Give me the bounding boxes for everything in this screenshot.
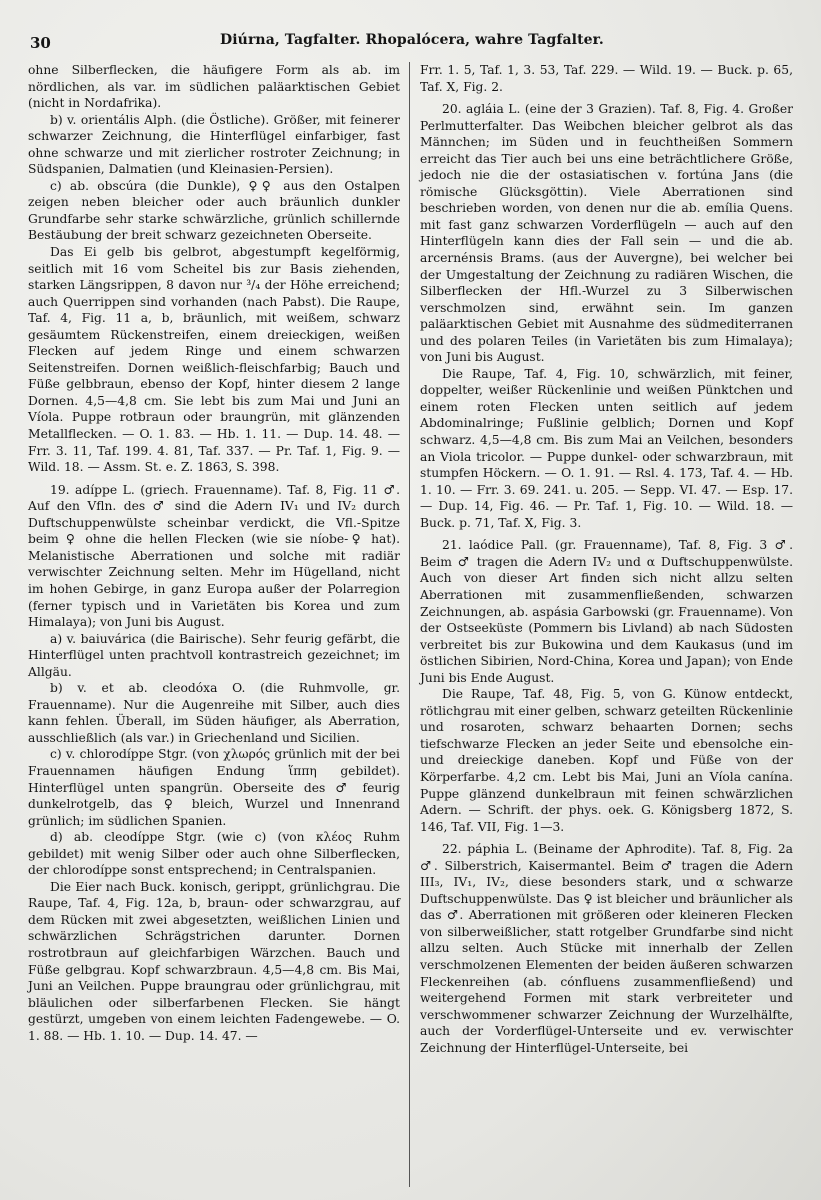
paragraph: ohne Silberflecken, die häufigere Form als ab. im nördlichen, als var. im südlichen paläarktischen Gebiet (nicht in Nordafrika). bbox=[28, 63, 400, 111]
page-header bbox=[30, 30, 791, 54]
running-title: Diúrna, Tagfalter. Rhopalócera, wahre Tagfalter. bbox=[220, 32, 604, 48]
species-entry-aglaia: 20. agláia L. (eine der 3 Grazien). Taf. 8, Fig. 4. Großer Perlmutterfalter. Das Weibchen bleicher gelbrot als das Männchen; im Süden und in feuchtheißen Sommern erreicht das Tier auch bei uns eine beträchtlichere Größe, jedoch nie die der ostasiatischen v. fortúna Jans (die römische Glücksgöttin). Viele Aberrationen sind beschrieben worden, von denen nur die ab. emília Quens. mit fast ganz schwarzen Vorderflügeln — auch auf den Hinterflügeln kann dies der Fall sein — und die ab. arcernénsis Brams. (aus der Auvergne), bei welcher bei der Umgestaltung der Zeichnung zu radiären Wischen, die Silberflecken der Hfl.-Wurzel zu 3 Silberwischen verschmolzen sind, erwähnt sein. Im ganzen paläarktischen Gebiet mit Ausnahme des südmediterranen und des polaren Teiles (in Varietäten bis zum Himalaya); von Juni bis August. bbox=[420, 102, 793, 365]
paragraph: b) v. orientális Alph. (die Östliche). Größer, mit feinerer schwarzer Zeichnung, die Hinterflügel einfarbiger, fast ohne schwarze und mit zierlicher rostroter Zeichnung; in Südspanien, Dalmatien (und Kleinasien-Persien). bbox=[28, 112, 400, 177]
paragraph: Die Eier nach Buck. konisch, gerippt, grünlichgrau. Die Raupe, Taf. 4, Fig. 12a, b, braun- oder schwarzgrau, auf dem Rücken mit zwei abgesetzten, weißlichen Linien und schwärzlichen Schrägstrichen darunter. Dornen rostrotbraun auf gleichfarbigen Wärzchen. Bauch und Füße gelbgrau. Kopf schwarzbraun. 4,5—4,8 cm. Bis Mai, Juni an Veilchen. Puppe braungrau oder grünlichgrau, mit bläulichen oder silberfarbenen Flecken. Sie hängt gestürzt, umgeben von einem leichten Fadengewebe. — O. 1. 88. — Hb. 1. 10. — Dup. 14. 47. — bbox=[28, 879, 400, 1043]
paragraph: c) v. chlorodíppe Stgr. (von χλωρός grünlich mit der bei Frauennamen häufigen Endung ἵππη gebildet). Hinterflügel unten spangrün. Oberseite des ♂ feurig dunkelrotgelb, das ♀ bleich, Wurzel und Innenrand grünlich; im südlichen Spanien. bbox=[28, 747, 400, 828]
paragraph: Die Raupe, Taf. 48, Fig. 5, von G. Künow entdeckt, rötlichgrau mit einer gelben, schwarz geteilten Rückenlinie und rosaroten, schwarz behaarten Dornen; sechs tiefschwarze Flecken an jeder Seite und ebensolche ein- und dreieckige daneben. Kopf und Füße von der Körperfarbe. 4,2 cm. Lebt bis Mai, Juni an Víola canína. Puppe glänzend dunkelbraun mit feinen schwärzlichen Adern. — Schrift. der phys. oek. G. Königsberg 1872, S. 146, Taf. VII, Fig. 1—3. bbox=[420, 687, 793, 834]
paragraph: Die Raupe, Taf. 4, Fig. 10, schwärzlich, mit feiner, doppelter, weißer Rückenlinie und weißen Pünktchen und einem roten Flecken unten seitlich auf jedem Abdominalringe; Fußlinie gelblich; Dornen und Kopf schwarz. 4,5—4,8 cm. Bis zum Mai an Veilchen, besonders an Viola tricolor. — Puppe dunkel- oder schwarzbraun, mit stumpfen Höckern. — O. 1. 91. — Rsl. 4. 173, Taf. 4. — Hb. 1. 10. — Frr. 3. 69. 241. u. 205. — Sepp. VI. 47. — Esp. 17. — Dup. 14, Fig. 46. — Pr. Taf. 1, Fig. 10. — Wild. 18. — Buck. p. 71, Taf. X, Fig. 3. bbox=[420, 366, 793, 530]
species-entry-laodice: 21. laódice Pall. (gr. Frauenname), Taf. 8, Fig. 3 ♂. Beim ♂ tragen die Adern IV₂ und α Duftschuppenwülste. Auch von dieser Art finden sich nicht allzu selten Aberrationen mit zusammenfließenden, schwarzen Zeichnungen, ab. aspásia Garbowski (gr. Frauenname). Von der Ostseeküste (Pommern bis Livland) ab nach Südosten verbreitet bis zur Bukowina und dem Kaukasus (und im östlichen Sibirien, Nord-China, Korea und Japan); von Ende Juni bis Ende August. bbox=[420, 538, 793, 685]
paragraph: Das Ei gelb bis gelbrot, abgestumpft kegelförmig, seitlich mit 16 vom Scheitel bis zur Basis ziehenden, starken Längsrippen, 8 davon nur ³/₄ der Höhe erreichend; auch Querrippen sind vorhanden (nach Pabst). Die Raupe, Taf. 4, Fig. 11 a, b, bräunlich, mit weißem, schwarz gesäumtem Rückenstreifen, einem dreieckigen, weißen Flecken auf jedem Ringe und einem schwarzen Seitenstreifen. Dornen weißlich-fleischfarbig; Bauch und Füße gelbbraun, ebenso der Kopf, hinter diesem 2 lange Dornen. 4,5—4,8 cm. Sie lebt bis zum Mai und Juni an Víola. Puppe rotbraun oder braungrün, mit glänzenden Metallflecken. — O. 1. 83. — Hb. 1. 11. — Dup. 14. 48. — Frr. 3. 11, Taf. 199. 4. 81, Taf. 337. — Pr. Taf. 1, Fig. 9. — Wild. 18. — Assm. St. e. Z. 1863, S. 398. bbox=[28, 245, 400, 475]
paragraph: a) v. baiuvárica (die Bairische). Sehr feurig gefärbt, die Hinterflügel unten prachtvoll kontrastreich gezeichnet; im Allgäu. bbox=[28, 631, 400, 679]
paragraph: b) v. et ab. cleodóxa O. (die Ruhmvolle, gr. Frauenname). Nur die Augenreihe mit Silber, auch dies kann fehlen. Überall, im Süden häufiger, als Aberration, ausschließlich (als var.) in Griechenland und Sicilien. bbox=[28, 681, 400, 745]
left-column bbox=[28, 62, 400, 1044]
species-entry-paphia: 22. páphia L. (Beiname der Aphrodite). Taf. 8, Fig. 2a ♂. Silberstrich, Kaisermantel. Beim ♂ tragen die Adern III₃, IV₁, IV₂, diese besonders stark, und α schwarze Duftschuppenwülste. Das ♀ ist bleicher und bräunlicher als das ♂. Aberrationen mit größeren oder kleineren Flecken von silberweißlicher, statt rotgelber Grundfarbe sind nicht allzu selten. Auch Stücke mit innerhalb der Zellen verschmolzenen Elementen der beiden äußeren schwarzen Fleckenreihen (ab. cónfluens zusammenfließend) und weitergehend Formen mit stark verbreiteter und verschwommener schwarzer Zeichnung der Wurzelhälfte, auch der Vorderflügel-Unterseite und ev. verwischter Zeichnung der Hinterflügel-Unterseite, bei bbox=[420, 842, 793, 1055]
paragraph: d) ab. cleodíppe Stgr. (wie c) (von κλέος Ruhm gebildet) mit wenig Silber oder auch ohne Silberflecken, der chlorodíppe sonst entsprechend; in Centralspanien. bbox=[28, 830, 400, 878]
paragraph: Frr. 1. 5, Taf. 1, 3. 53, Taf. 229. — Wild. 19. — Buck. p. 65, Taf. X, Fig. 2. bbox=[420, 63, 793, 94]
species-entry-adippe: 19. adíppe L. (griech. Frauenname). Taf. 8, Fig. 11 ♂. Auf den Vfln. des ♂ sind die Adern IV₁ und IV₂ durch Duftschuppenwülste scheinbar verdickt, die Vfl.-Spitze beim ♀ ohne die hellen Flecken (wie sie níobe-♀ hat). Melanistische Aberrationen und solche mit radiär verwischter Zeichnung selten. Mehr im Hügelland, nicht im hohen Gebirge, in ganz Europa außer der Polarregion (ferner typisch und in Varietäten bis Korea und zum Himalaya); von Juni bis August. bbox=[28, 482, 400, 630]
page-number: 30 bbox=[30, 34, 51, 52]
column-divider bbox=[409, 62, 410, 1187]
paragraph: c) ab. obscúra (die Dunkle), ♀♀ aus den Ostalpen zeigen neben bleicher oder auch bräunlich dunkler Grundfarbe sehr starke schwärzliche, grünlich schillernde Bestäubung der breit schwarz gezeichneten Oberseite. bbox=[28, 178, 400, 243]
right-column bbox=[420, 62, 793, 1056]
